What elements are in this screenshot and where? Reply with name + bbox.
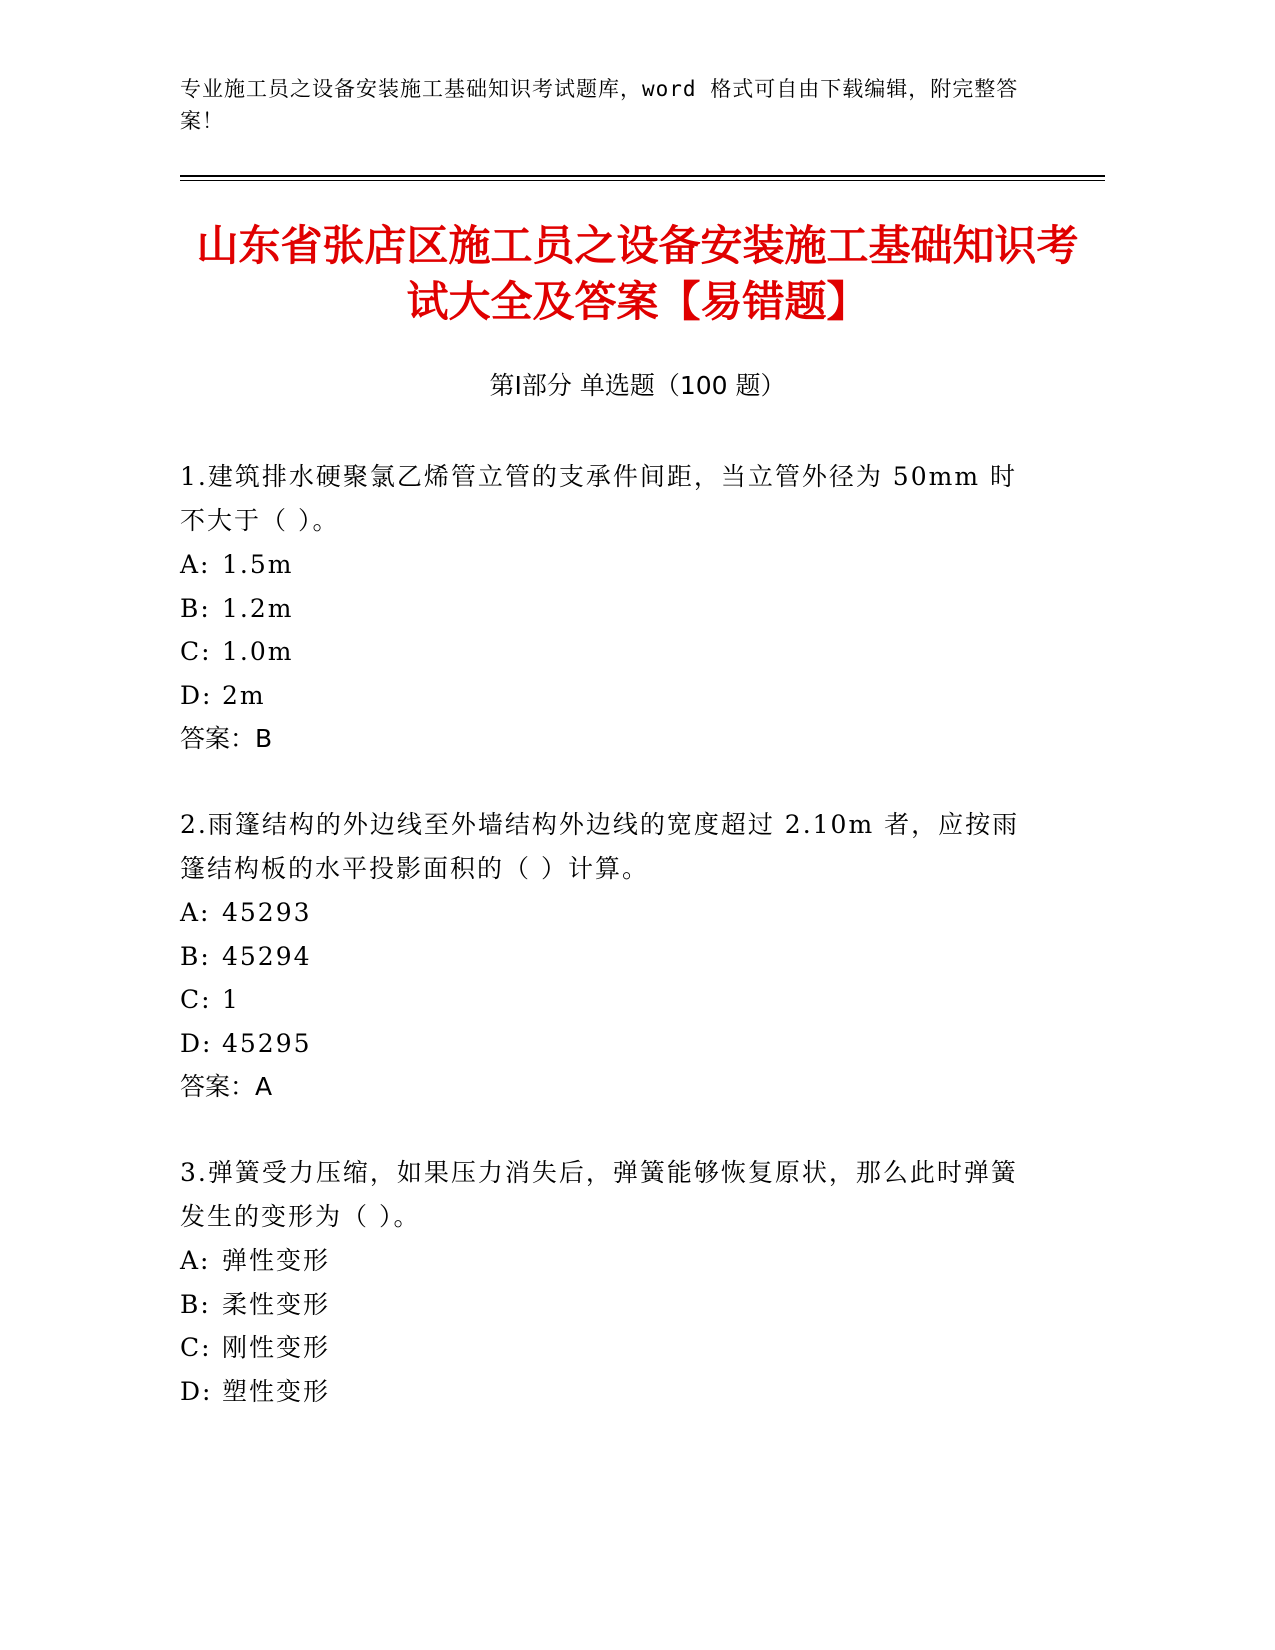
option-c (180, 978, 1040, 1022)
option-text: 1.2m (222, 593, 294, 623)
option-c (180, 630, 1040, 674)
option-letter: A: (180, 898, 211, 927)
option-text: 1.0m (222, 637, 294, 666)
option-text: 1.5m (222, 550, 294, 579)
header-note: 专业施工员之设备安装施工基础知识考试题库，word 格式可自由下载编辑，附完整答案！ (180, 77, 1019, 133)
option-letter: D: (180, 1028, 213, 1058)
option-letter: B: (180, 593, 211, 623)
question-2 (180, 803, 1040, 1109)
answer-line: 答案：A (180, 1072, 273, 1101)
option-b (180, 935, 1040, 979)
option-text: 45294 (222, 941, 312, 971)
option-c (180, 1326, 1040, 1370)
option-text: 45293 (222, 898, 312, 927)
question-stem: 2.雨篷结构的外边线至外墙结构外边线的宽度超过 2.10m 者，应按雨篷结构板的水平投影面积的（ ）计算。 (180, 810, 1020, 883)
option-a (180, 1239, 1040, 1283)
option-text: 刚性变形 (222, 1333, 331, 1362)
option-letter: C: (180, 985, 212, 1014)
option-letter: D: (180, 1376, 213, 1406)
option-text: 2m (222, 680, 266, 710)
option-text: 塑性变形 (222, 1376, 331, 1406)
option-b (180, 587, 1040, 631)
option-text: 1 (222, 985, 240, 1014)
option-d (180, 674, 1040, 718)
question-stem: 3.弹簧受力压缩，如果压力消失后，弹簧能够恢复原状，那么此时弹簧发生的变形为（ ）。 (180, 1158, 1018, 1231)
question-3 (180, 1151, 1040, 1413)
header-divider-thin (180, 180, 1105, 181)
option-letter: D: (180, 680, 213, 710)
option-d (180, 1022, 1040, 1066)
option-a (180, 891, 1040, 935)
header-divider-thick (180, 175, 1105, 177)
option-letter: C: (180, 1333, 212, 1362)
document-title: 山东省张店区施工员之设备安装施工基础知识考试大全及答案【易错题】 (196, 221, 1079, 326)
answer-line: 答案：B (180, 724, 273, 753)
question-1 (180, 455, 1040, 761)
option-d (180, 1370, 1040, 1414)
option-text: 45295 (222, 1028, 312, 1058)
option-letter: B: (180, 941, 211, 971)
option-text: 柔性变形 (222, 1289, 331, 1319)
option-b (180, 1283, 1040, 1327)
option-letter: C: (180, 637, 212, 666)
section-title: 第Ⅰ部分 单选题（100 题） (489, 371, 786, 400)
option-letter: B: (180, 1289, 211, 1319)
option-letter: A: (180, 1246, 211, 1275)
question-list (180, 455, 1040, 1455)
option-text: 弹性变形 (222, 1246, 331, 1275)
question-stem: 1.建筑排水硬聚氯乙烯管立管的支承件间距，当立管外径为 50mm 时不大于（ ）。 (180, 462, 1017, 535)
option-letter: A: (180, 550, 211, 579)
option-a (180, 543, 1040, 587)
